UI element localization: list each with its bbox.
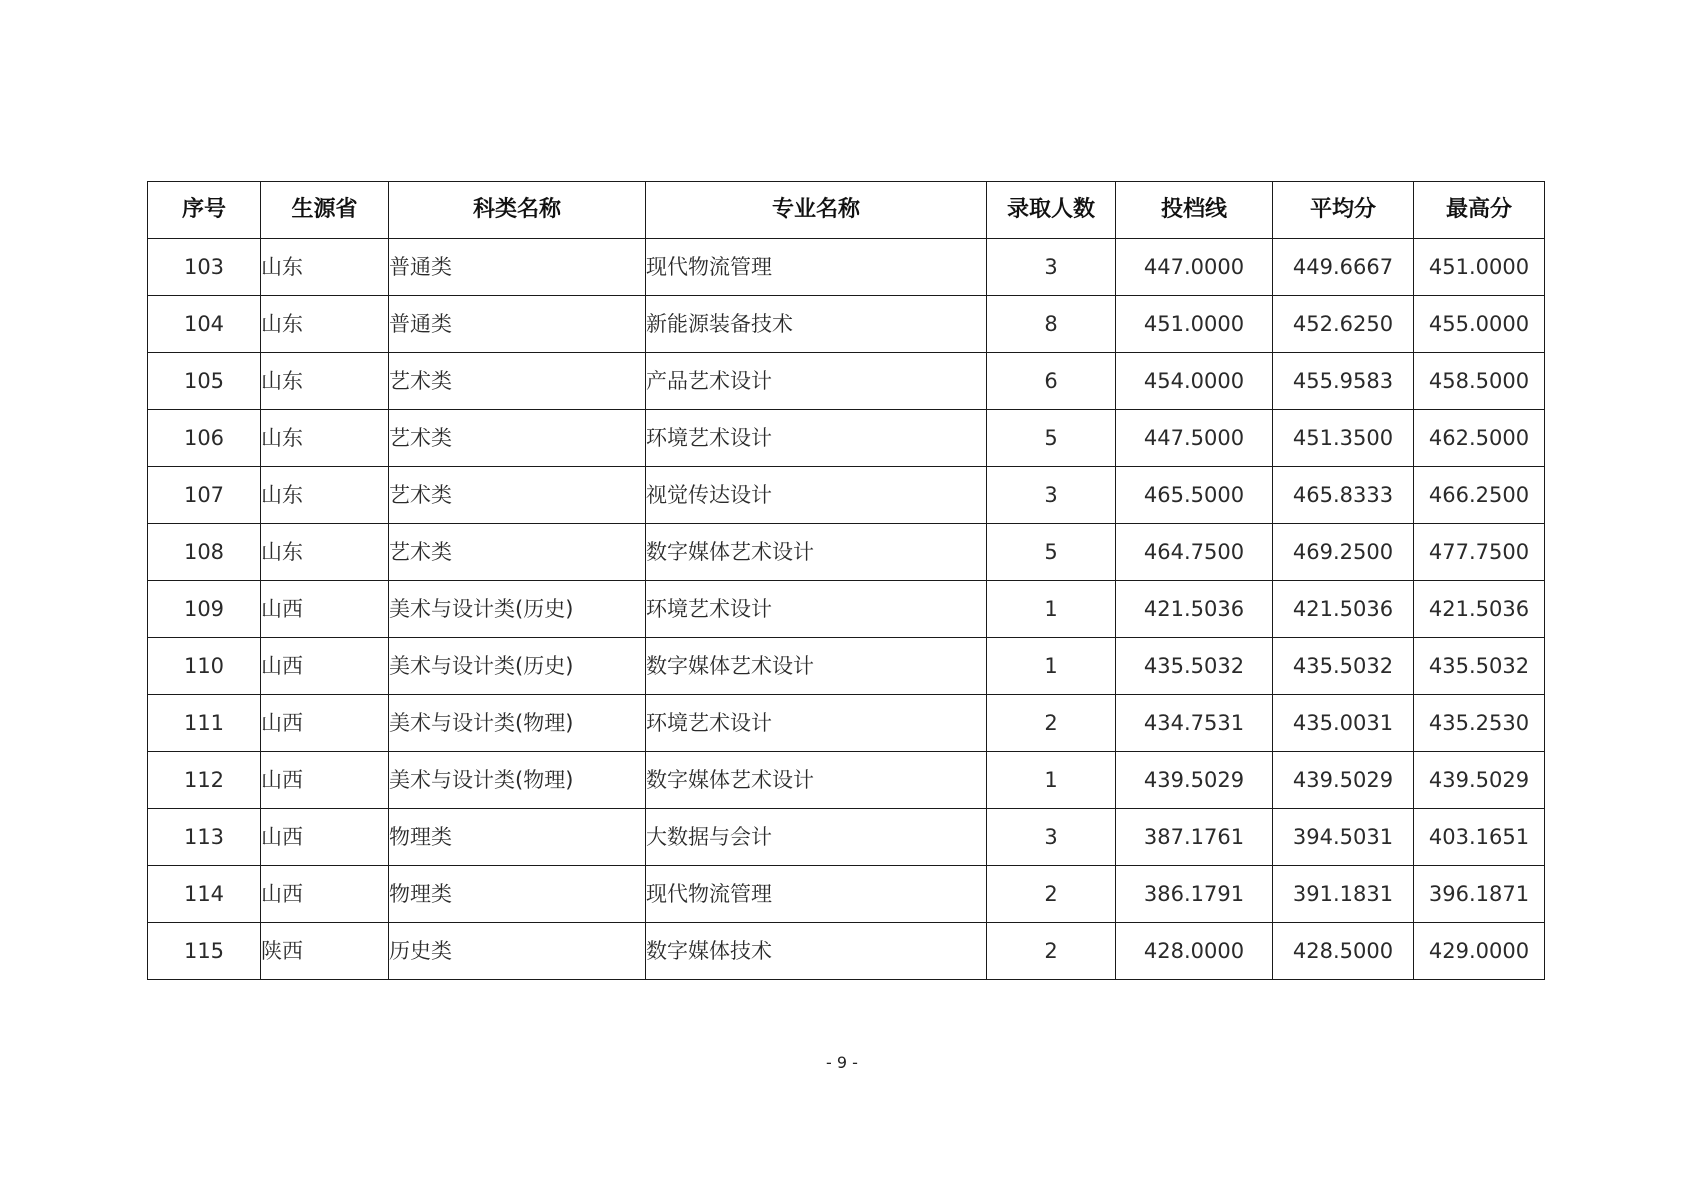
cell-major-name: 现代物流管理 (646, 866, 987, 923)
table-row (148, 524, 1545, 581)
cell-highest-score: 439.5029 (1414, 752, 1545, 809)
table-row (148, 581, 1545, 638)
table-header-row (148, 182, 1545, 239)
cell-serial-number: 107 (148, 467, 261, 524)
cell-major-name: 环境艺术设计 (646, 581, 987, 638)
cell-source-province: 山东 (261, 467, 389, 524)
cell-source-province: 陕西 (261, 923, 389, 980)
cell-source-province: 山东 (261, 296, 389, 353)
header-serial-number: 序号 (148, 182, 261, 239)
cell-cutoff-score: 439.5029 (1116, 752, 1273, 809)
cell-average-score: 449.6667 (1273, 239, 1414, 296)
header-average-score: 平均分 (1273, 182, 1414, 239)
page-number: - 9 - (826, 1053, 858, 1072)
cell-serial-number: 103 (148, 239, 261, 296)
cell-serial-number: 113 (148, 809, 261, 866)
cell-cutoff-score: 447.0000 (1116, 239, 1273, 296)
cell-source-province: 山西 (261, 695, 389, 752)
cell-source-province: 山东 (261, 353, 389, 410)
cell-admitted-count: 3 (987, 239, 1116, 296)
cell-serial-number: 115 (148, 923, 261, 980)
cell-category-name: 美术与设计类(物理) (389, 695, 646, 752)
table-row (148, 239, 1545, 296)
cell-highest-score: 435.2530 (1414, 695, 1545, 752)
admission-score-table (147, 181, 1545, 980)
cell-major-name: 数字媒体技术 (646, 923, 987, 980)
cell-serial-number: 114 (148, 866, 261, 923)
table-row (148, 353, 1545, 410)
cell-cutoff-score: 387.1761 (1116, 809, 1273, 866)
header-highest-score: 最高分 (1414, 182, 1545, 239)
cell-cutoff-score: 435.5032 (1116, 638, 1273, 695)
cell-average-score: 421.5036 (1273, 581, 1414, 638)
cell-highest-score: 421.5036 (1414, 581, 1545, 638)
table-row (148, 752, 1545, 809)
cell-highest-score: 458.5000 (1414, 353, 1545, 410)
cell-highest-score: 396.1871 (1414, 866, 1545, 923)
cell-admitted-count: 8 (987, 296, 1116, 353)
cell-serial-number: 104 (148, 296, 261, 353)
cell-admitted-count: 5 (987, 410, 1116, 467)
table-row (148, 467, 1545, 524)
cell-average-score: 394.5031 (1273, 809, 1414, 866)
table-row (148, 923, 1545, 980)
cell-admitted-count: 2 (987, 923, 1116, 980)
cell-highest-score: 451.0000 (1414, 239, 1545, 296)
header-source-province: 生源省 (261, 182, 389, 239)
cell-serial-number: 106 (148, 410, 261, 467)
cell-source-province: 山西 (261, 581, 389, 638)
cell-serial-number: 111 (148, 695, 261, 752)
cell-serial-number: 108 (148, 524, 261, 581)
cell-admitted-count: 2 (987, 866, 1116, 923)
header-cutoff-score: 投档线 (1116, 182, 1273, 239)
cell-source-province: 山西 (261, 866, 389, 923)
cell-cutoff-score: 386.1791 (1116, 866, 1273, 923)
cell-highest-score: 429.0000 (1414, 923, 1545, 980)
cell-source-province: 山西 (261, 809, 389, 866)
cell-average-score: 455.9583 (1273, 353, 1414, 410)
cell-category-name: 艺术类 (389, 524, 646, 581)
cell-average-score: 452.6250 (1273, 296, 1414, 353)
table-row (148, 866, 1545, 923)
cell-serial-number: 105 (148, 353, 261, 410)
cell-cutoff-score: 434.7531 (1116, 695, 1273, 752)
cell-cutoff-score: 451.0000 (1116, 296, 1273, 353)
cell-category-name: 物理类 (389, 866, 646, 923)
cell-category-name: 艺术类 (389, 410, 646, 467)
cell-cutoff-score: 421.5036 (1116, 581, 1273, 638)
cell-source-province: 山西 (261, 638, 389, 695)
table-row (148, 410, 1545, 467)
cell-category-name: 历史类 (389, 923, 646, 980)
cell-source-province: 山东 (261, 239, 389, 296)
cell-source-province: 山西 (261, 752, 389, 809)
cell-category-name: 美术与设计类(物理) (389, 752, 646, 809)
cell-major-name: 大数据与会计 (646, 809, 987, 866)
cell-highest-score: 462.5000 (1414, 410, 1545, 467)
cell-average-score: 391.1831 (1273, 866, 1414, 923)
cell-cutoff-score: 464.7500 (1116, 524, 1273, 581)
header-category-name: 科类名称 (389, 182, 646, 239)
cell-major-name: 环境艺术设计 (646, 410, 987, 467)
cell-average-score: 435.0031 (1273, 695, 1414, 752)
cell-major-name: 视觉传达设计 (646, 467, 987, 524)
cell-admitted-count: 3 (987, 467, 1116, 524)
cell-admitted-count: 1 (987, 638, 1116, 695)
cell-admitted-count: 3 (987, 809, 1116, 866)
cell-category-name: 艺术类 (389, 353, 646, 410)
cell-highest-score: 435.5032 (1414, 638, 1545, 695)
cell-category-name: 美术与设计类(历史) (389, 638, 646, 695)
table-body (148, 239, 1545, 980)
cell-cutoff-score: 428.0000 (1116, 923, 1273, 980)
cell-admitted-count: 5 (987, 524, 1116, 581)
cell-highest-score: 466.2500 (1414, 467, 1545, 524)
table-row (148, 638, 1545, 695)
cell-highest-score: 403.1651 (1414, 809, 1545, 866)
table-row (148, 809, 1545, 866)
cell-admitted-count: 1 (987, 752, 1116, 809)
cell-admitted-count: 1 (987, 581, 1116, 638)
cell-highest-score: 477.7500 (1414, 524, 1545, 581)
cell-major-name: 数字媒体艺术设计 (646, 752, 987, 809)
table-row (148, 695, 1545, 752)
cell-average-score: 435.5032 (1273, 638, 1414, 695)
cell-category-name: 普通类 (389, 239, 646, 296)
cell-average-score: 451.3500 (1273, 410, 1414, 467)
cell-category-name: 物理类 (389, 809, 646, 866)
cell-major-name: 新能源装备技术 (646, 296, 987, 353)
cell-category-name: 美术与设计类(历史) (389, 581, 646, 638)
cell-source-province: 山东 (261, 410, 389, 467)
cell-category-name: 艺术类 (389, 467, 646, 524)
cell-average-score: 428.5000 (1273, 923, 1414, 980)
cell-cutoff-score: 447.5000 (1116, 410, 1273, 467)
cell-average-score: 439.5029 (1273, 752, 1414, 809)
cell-major-name: 环境艺术设计 (646, 695, 987, 752)
cell-category-name: 普通类 (389, 296, 646, 353)
cell-major-name: 数字媒体艺术设计 (646, 524, 987, 581)
cell-source-province: 山东 (261, 524, 389, 581)
cell-average-score: 469.2500 (1273, 524, 1414, 581)
cell-admitted-count: 6 (987, 353, 1116, 410)
cell-serial-number: 109 (148, 581, 261, 638)
header-major-name: 专业名称 (646, 182, 987, 239)
cell-cutoff-score: 465.5000 (1116, 467, 1273, 524)
cell-average-score: 465.8333 (1273, 467, 1414, 524)
cell-admitted-count: 2 (987, 695, 1116, 752)
cell-cutoff-score: 454.0000 (1116, 353, 1273, 410)
cell-major-name: 现代物流管理 (646, 239, 987, 296)
table-row (148, 296, 1545, 353)
cell-major-name: 产品艺术设计 (646, 353, 987, 410)
header-admitted-count: 录取人数 (987, 182, 1116, 239)
cell-serial-number: 110 (148, 638, 261, 695)
cell-serial-number: 112 (148, 752, 261, 809)
cell-highest-score: 455.0000 (1414, 296, 1545, 353)
cell-major-name: 数字媒体艺术设计 (646, 638, 987, 695)
